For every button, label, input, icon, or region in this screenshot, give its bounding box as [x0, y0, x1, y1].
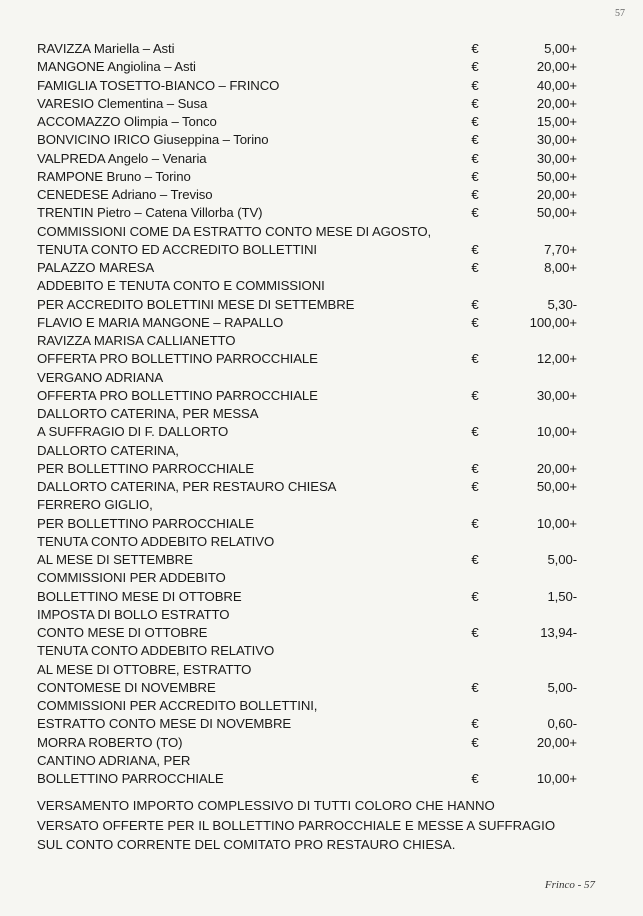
- currency-symbol: €: [471, 77, 479, 93]
- ledger-amount: 13,94-: [540, 625, 577, 640]
- ledger-row: [37, 551, 577, 569]
- ledger-row: [37, 515, 577, 533]
- ledger-row: [37, 624, 577, 642]
- ledger-description: AL MESE DI SETTEMBRE: [37, 552, 193, 567]
- ledger-description: BOLLETTINO MESE DI OTTOBRE: [37, 588, 242, 604]
- ledger-description: PER ACCREDITO BOLETTINI MESE DI SETTEMBRE: [37, 296, 355, 312]
- ledger-description: OFFERTA PRO BOLLETTINO PARROCCHIALE: [37, 351, 318, 367]
- ledger-description: BONVICINO IRICO Giuseppina – Torino: [37, 132, 269, 148]
- ledger-description: PALAZZO MARESA: [37, 260, 155, 275]
- ledger-row: [37, 734, 577, 752]
- ledger-row: [37, 186, 577, 204]
- ledger-row: [37, 387, 577, 405]
- closing-statement: [37, 796, 597, 855]
- ledger-description: BOLLETTINO PARROCCHIALE: [37, 771, 224, 786]
- currency-symbol: €: [471, 168, 479, 184]
- ledger-row: [37, 715, 577, 733]
- ledger-description: FERRERO GIGLIO,: [37, 497, 153, 513]
- currency-symbol: €: [471, 588, 479, 604]
- ledger-row: [37, 95, 577, 113]
- ledger-description: MANGONE Angiolina – Asti: [37, 59, 196, 75]
- ledger-row: [37, 259, 577, 277]
- ledger-description: TRENTIN Pietro – Catena Villorba (TV): [37, 205, 263, 221]
- currency-symbol: €: [471, 95, 479, 111]
- ledger-amount: 15,00+: [536, 114, 577, 129]
- currency-symbol: €: [471, 241, 479, 257]
- ledger-amount: 5,00-: [547, 552, 577, 567]
- currency-symbol: €: [471, 205, 479, 221]
- ledger-description: RAVIZZA MARISA CALLIANETTO: [37, 333, 236, 348]
- ledger-description: ESTRATTO CONTO MESE DI NOVEMBRE: [37, 716, 292, 732]
- ledger-description: RAMPONE Bruno – Torino: [37, 168, 191, 184]
- ledger-row: [37, 460, 577, 478]
- ledger-description: DALLORTO CATERINA,: [37, 442, 179, 458]
- ledger-amount: 20,00+: [536, 187, 577, 202]
- ledger-description: TENUTA CONTO ADDEBITO RELATIVO: [37, 643, 275, 659]
- ledger-description: PER BOLLETTINO PARROCCHIALE: [37, 515, 254, 531]
- ledger-amount: 30,00+: [536, 150, 577, 166]
- ledger-row: [37, 58, 577, 76]
- ledger-description: FLAVIO E MARIA MANGONE – RAPALLO: [37, 314, 284, 330]
- ledger-amount: 5,00-: [547, 679, 577, 695]
- ledger-amount: 30,00+: [536, 132, 577, 148]
- ledger-amount: 10,00+: [536, 771, 577, 786]
- ledger-row: [37, 77, 577, 95]
- ledger-row: [37, 332, 577, 350]
- currency-symbol: €: [471, 187, 479, 202]
- ledger-row: [37, 369, 577, 387]
- currency-symbol: €: [471, 41, 479, 56]
- currency-symbol: €: [471, 260, 479, 275]
- ledger-row: [37, 40, 577, 58]
- ledger-description: RAVIZZA Mariella – Asti: [37, 41, 175, 56]
- ledger-row: [37, 569, 577, 587]
- currency-symbol: €: [471, 734, 479, 750]
- ledger-description: TENUTA CONTO ADDEBITO RELATIVO: [37, 533, 275, 549]
- ledger-row: [37, 661, 577, 679]
- ledger-row: [37, 314, 577, 332]
- ledger-amount: 50,00+: [536, 168, 577, 184]
- ledger-row: [37, 131, 577, 149]
- ledger-description: IMPOSTA DI BOLLO ESTRATTO: [37, 606, 230, 622]
- ledger-row: [37, 277, 577, 295]
- ledger-row: [37, 150, 577, 168]
- currency-symbol: €: [471, 479, 479, 494]
- currency-symbol: €: [471, 296, 479, 312]
- ledger-row: [37, 588, 577, 606]
- ledger-row: [37, 223, 577, 241]
- ledger-description: MORRA ROBERTO (TO): [37, 734, 183, 750]
- ledger-amount: 12,00+: [536, 351, 577, 367]
- ledger-row: [37, 350, 577, 368]
- ledger-description: PER BOLLETTINO PARROCCHIALE: [37, 460, 254, 476]
- ledger-description: ACCOMAZZO Olimpia – Tonco: [37, 114, 217, 129]
- ledger-amount: 50,00+: [536, 205, 577, 221]
- currency-symbol: €: [471, 679, 479, 695]
- ledger-description: COMMISSIONI COME DA ESTRATTO CONTO MESE DI AGOSTO,: [37, 223, 432, 239]
- ledger-amount: 20,00+: [536, 734, 577, 750]
- ledger-row: [37, 642, 577, 660]
- ledger-description: VALPREDA Angelo – Venaria: [37, 150, 207, 166]
- ledger-row: [37, 168, 577, 186]
- ledger-amount: 7,70+: [544, 241, 577, 257]
- ledger-description: CONTO MESE DI OTTOBRE: [37, 625, 208, 640]
- currency-symbol: €: [471, 424, 479, 440]
- ledger-description: AL MESE DI OTTOBRE, ESTRATTO: [37, 661, 252, 677]
- currency-symbol: €: [471, 552, 479, 567]
- ledger-amount: 8,00+: [544, 260, 577, 275]
- ledger-row: [37, 679, 577, 697]
- corner-page-number: 57: [615, 8, 625, 19]
- ledger-row: [37, 752, 577, 770]
- currency-symbol: €: [471, 150, 479, 166]
- ledger-row: [37, 478, 577, 496]
- ledger-amount: 0,60-: [547, 716, 577, 732]
- ledger-amount: 30,00+: [536, 387, 577, 403]
- currency-symbol: €: [471, 460, 479, 476]
- currency-symbol: €: [471, 625, 479, 640]
- ledger-row: [37, 405, 577, 423]
- currency-symbol: €: [471, 716, 479, 732]
- ledger-description: OFFERTA PRO BOLLETTINO PARROCCHIALE: [37, 387, 318, 403]
- ledger-description: COMMISSIONI PER ADDEBITO: [37, 570, 226, 586]
- currency-symbol: €: [471, 132, 479, 148]
- currency-symbol: €: [471, 314, 479, 330]
- ledger-description: DALLORTO CATERINA, PER MESSA: [37, 406, 259, 421]
- ledger-description: A SUFFRAGIO DI F. DALLORTO: [37, 424, 229, 440]
- currency-symbol: €: [471, 114, 479, 129]
- ledger-row: [37, 496, 577, 514]
- ledger-description: FAMIGLIA TOSETTO-BIANCO – FRINCO: [37, 77, 280, 93]
- ledger-description: CANTINO ADRIANA, PER: [37, 752, 191, 768]
- ledger-amount: 100,00+: [529, 314, 577, 330]
- closing-line: VERSAMENTO IMPORTO COMPLESSIVO DI TUTTI COLORO CHE HANNO: [37, 798, 495, 813]
- currency-symbol: €: [471, 59, 479, 75]
- ledger-description: DALLORTO CATERINA, PER RESTAURO CHIESA: [37, 479, 337, 494]
- ledger-amount: 5,00+: [544, 41, 577, 56]
- ledger-amount: 50,00+: [536, 479, 577, 494]
- ledger-description: VERGANO ADRIANA: [37, 369, 164, 385]
- ledger-amount: 1,50-: [547, 588, 577, 604]
- page-footer: Frinco - 57: [544, 879, 595, 891]
- ledger-row: [37, 770, 577, 788]
- closing-line: SUL CONTO CORRENTE DEL COMITATO PRO RESTAURO CHIESA.: [37, 837, 456, 852]
- currency-symbol: €: [471, 387, 479, 403]
- ledger-amount: 10,00+: [536, 424, 577, 440]
- currency-symbol: €: [471, 771, 479, 786]
- currency-symbol: €: [471, 515, 479, 531]
- ledger-amount: 5,30-: [547, 296, 577, 312]
- currency-symbol: €: [471, 351, 479, 367]
- ledger-amount: 20,00+: [536, 95, 577, 111]
- ledger-row: [37, 533, 577, 551]
- ledger-row: [37, 442, 577, 460]
- ledger-row: [37, 296, 577, 314]
- ledger-description: VARESIO Clementina – Susa: [37, 95, 208, 111]
- ledger-description: COMMISSIONI PER ACCREDITO BOLLETTINI,: [37, 698, 318, 713]
- ledger-row: [37, 113, 577, 131]
- ledger-row: [37, 241, 577, 259]
- ledger-description: CONTOMESE DI NOVEMBRE: [37, 679, 216, 695]
- ledger-row: [37, 697, 577, 715]
- donation-ledger: [37, 40, 577, 788]
- closing-line: VERSATO OFFERTE PER IL BOLLETTINO PARROCCHIALE E MESSE A SUFFRAGIO: [37, 817, 556, 833]
- ledger-description: CENEDESE Adriano – Treviso: [37, 187, 213, 202]
- ledger-amount: 20,00+: [536, 460, 577, 476]
- ledger-row: [37, 204, 577, 222]
- ledger-row: [37, 606, 577, 624]
- ledger-description: ADDEBITO E TENUTA CONTO E COMMISSIONI: [37, 278, 325, 294]
- ledger-row: [37, 423, 577, 441]
- ledger-amount: 10,00+: [536, 515, 577, 531]
- ledger-amount: 40,00+: [536, 77, 577, 93]
- ledger-description: TENUTA CONTO ED ACCREDITO BOLLETTINI: [37, 241, 317, 257]
- ledger-amount: 20,00+: [536, 59, 577, 75]
